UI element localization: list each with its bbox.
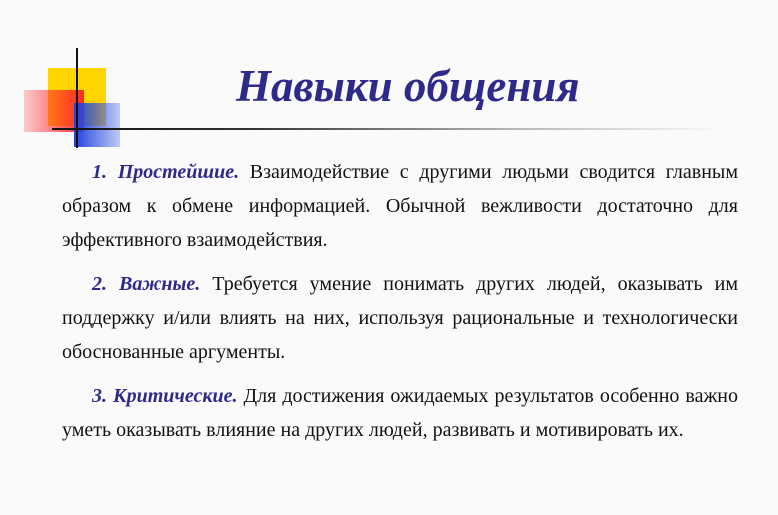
item-lead: 3. Критические. — [92, 385, 238, 407]
title-underline — [52, 128, 722, 130]
slide-content — [62, 155, 738, 457]
item-text: Требуется умение понимать других людей, оказывать им поддержку и/или влиять на них, используя рациональные и технологически обоснованные аргументы. — [62, 273, 738, 363]
list-item-important — [62, 267, 738, 369]
list-item-critical — [62, 379, 738, 447]
slide-title: Навыки общения — [236, 61, 580, 111]
item-lead: 1. Простейшие. — [92, 161, 240, 183]
list-item-simple — [62, 155, 738, 257]
decorative-blue-square — [74, 103, 120, 147]
item-text: Для достижения ожидаемых результатов особенно важно уметь оказывать влияние на других людей, развивать и мотивировать их. — [62, 385, 738, 441]
decorative-vertical-line — [76, 48, 78, 148]
item-text: Взаимодействие с другими людьми сводится главным образом к обмене информацией. Обычной вежливости достаточно для эффективного взаимодействия. — [62, 161, 739, 251]
item-lead: 2. Важные. — [92, 273, 201, 295]
